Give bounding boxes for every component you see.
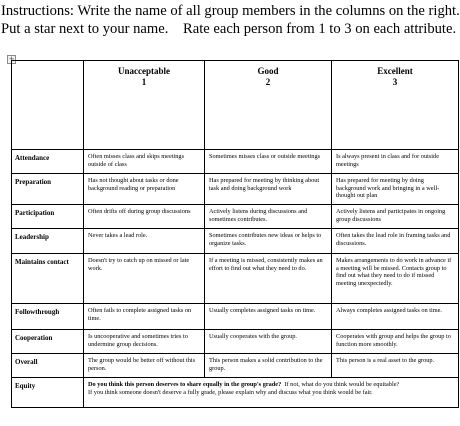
rubric-header-row: [12, 61, 459, 150]
header-good: [205, 61, 332, 150]
good-cell: If a meeting is missed, consistently makes an effort to find out what they need to do.: [205, 254, 332, 304]
criterion-label: Equity: [12, 378, 84, 408]
excellent-cell: Makes arrangements to do work in advance if a meeting will be missed. Contacts group to find out what they need to do if missed meeting unexpectedly.: [332, 254, 459, 304]
header-score: 1: [141, 77, 147, 87]
unacceptable-cell: Often fails to complete assigned tasks on time.: [84, 304, 205, 330]
unacceptable-cell: Has not thought about tasks or done background reading or preparation: [84, 174, 205, 205]
unacceptable-cell: Doesn't try to catch up on missed or late work.: [84, 254, 205, 304]
criterion-label: Overall: [12, 354, 84, 378]
instructions-line-2: Put a star next to your name. Rate each person from 1 to 3 on each attribute.: [1, 21, 457, 37]
criterion-label: Attendance: [12, 150, 84, 174]
excellent-cell: Often takes the lead role in framing tasks and discussions.: [332, 229, 459, 254]
criterion-label: Leadership: [12, 229, 84, 254]
good-cell: Sometimes misses class or outside meetings: [205, 150, 332, 174]
rubric-row-equity: [12, 378, 459, 408]
rubric-row-followthrough: [12, 304, 459, 330]
excellent-cell: Has prepared for meeting by doing background work and bringing in a well-thought out plan: [332, 174, 459, 205]
equity-cell: [84, 378, 459, 408]
rubric-row-cooperation: [12, 330, 459, 354]
rubric-row-participation: [12, 205, 459, 229]
equity-question: Do you think this person deserves to share equally in the group's grade?: [88, 381, 282, 388]
criterion-label: Maintains contact: [12, 254, 84, 304]
criterion-label: Participation: [12, 205, 84, 229]
excellent-cell: This person is a real asset to the group.: [332, 354, 459, 378]
expand-table-icon[interactable]: +: [8, 55, 15, 63]
instructions-line-1: Instructions: Write the name of all group members in the columns on the right.: [1, 3, 460, 19]
unacceptable-cell: Often misses class and skips meetings outside of class: [84, 150, 205, 174]
rubric-row-overall: [12, 354, 459, 378]
criterion-header-cell: [12, 61, 84, 150]
rubric-row-attendance: [12, 150, 459, 174]
good-cell: Usually completes assigned tasks on time.: [205, 304, 332, 330]
criterion-label: Preparation: [12, 174, 84, 205]
header-label: Excellent: [377, 66, 413, 76]
excellent-cell: Always completes assigned tasks on time.: [332, 304, 459, 330]
unacceptable-cell: Often drifts off during group discussions: [84, 205, 205, 229]
header-score: 2: [265, 77, 271, 87]
excellent-cell: Is always present in class and for outside meetings: [332, 150, 459, 174]
unacceptable-cell: Never takes a lead role.: [84, 229, 205, 254]
criterion-label: Followthrough: [12, 304, 84, 330]
rubric-row-leadership: [12, 229, 459, 254]
good-cell: This person makes a solid contribution to the group.: [205, 354, 332, 378]
excellent-cell: Actively listens and participates in ongoing group discussions: [332, 205, 459, 229]
instructions: [1, 2, 459, 38]
equity-text-2: If you think someone doesn't deserve a fully grade, please explain why and discuss what you think would be fair.: [88, 388, 373, 396]
good-cell: Actively listens during discussions and sometimes contributes.: [205, 205, 332, 229]
header-excellent: [332, 61, 459, 150]
good-cell: Sometimes contributes new ideas or helps to organize tasks.: [205, 229, 332, 254]
equity-text-1: If not, what do you think would be equitable?: [281, 381, 400, 388]
header-score: 3: [392, 77, 398, 87]
good-cell: Usually cooperates with the group.: [205, 330, 332, 354]
rubric-row-maintains-contact: [12, 254, 459, 304]
unacceptable-cell: Is uncooperative and sometimes tries to undermine group decisions.: [84, 330, 205, 354]
unacceptable-cell: The group would be better off without this person.: [84, 354, 205, 378]
rubric-table: [11, 60, 459, 408]
rubric-row-preparation: [12, 174, 459, 205]
header-label: Good: [257, 66, 279, 76]
excellent-cell: Cooperates with group and helps the group to function more smoothly.: [332, 330, 459, 354]
header-label: Unacceptable: [118, 66, 170, 76]
good-cell: Has prepared for meeting by thinking about task and doing background work: [205, 174, 332, 205]
header-unacceptable: [84, 61, 205, 150]
criterion-label: Cooperation: [12, 330, 84, 354]
